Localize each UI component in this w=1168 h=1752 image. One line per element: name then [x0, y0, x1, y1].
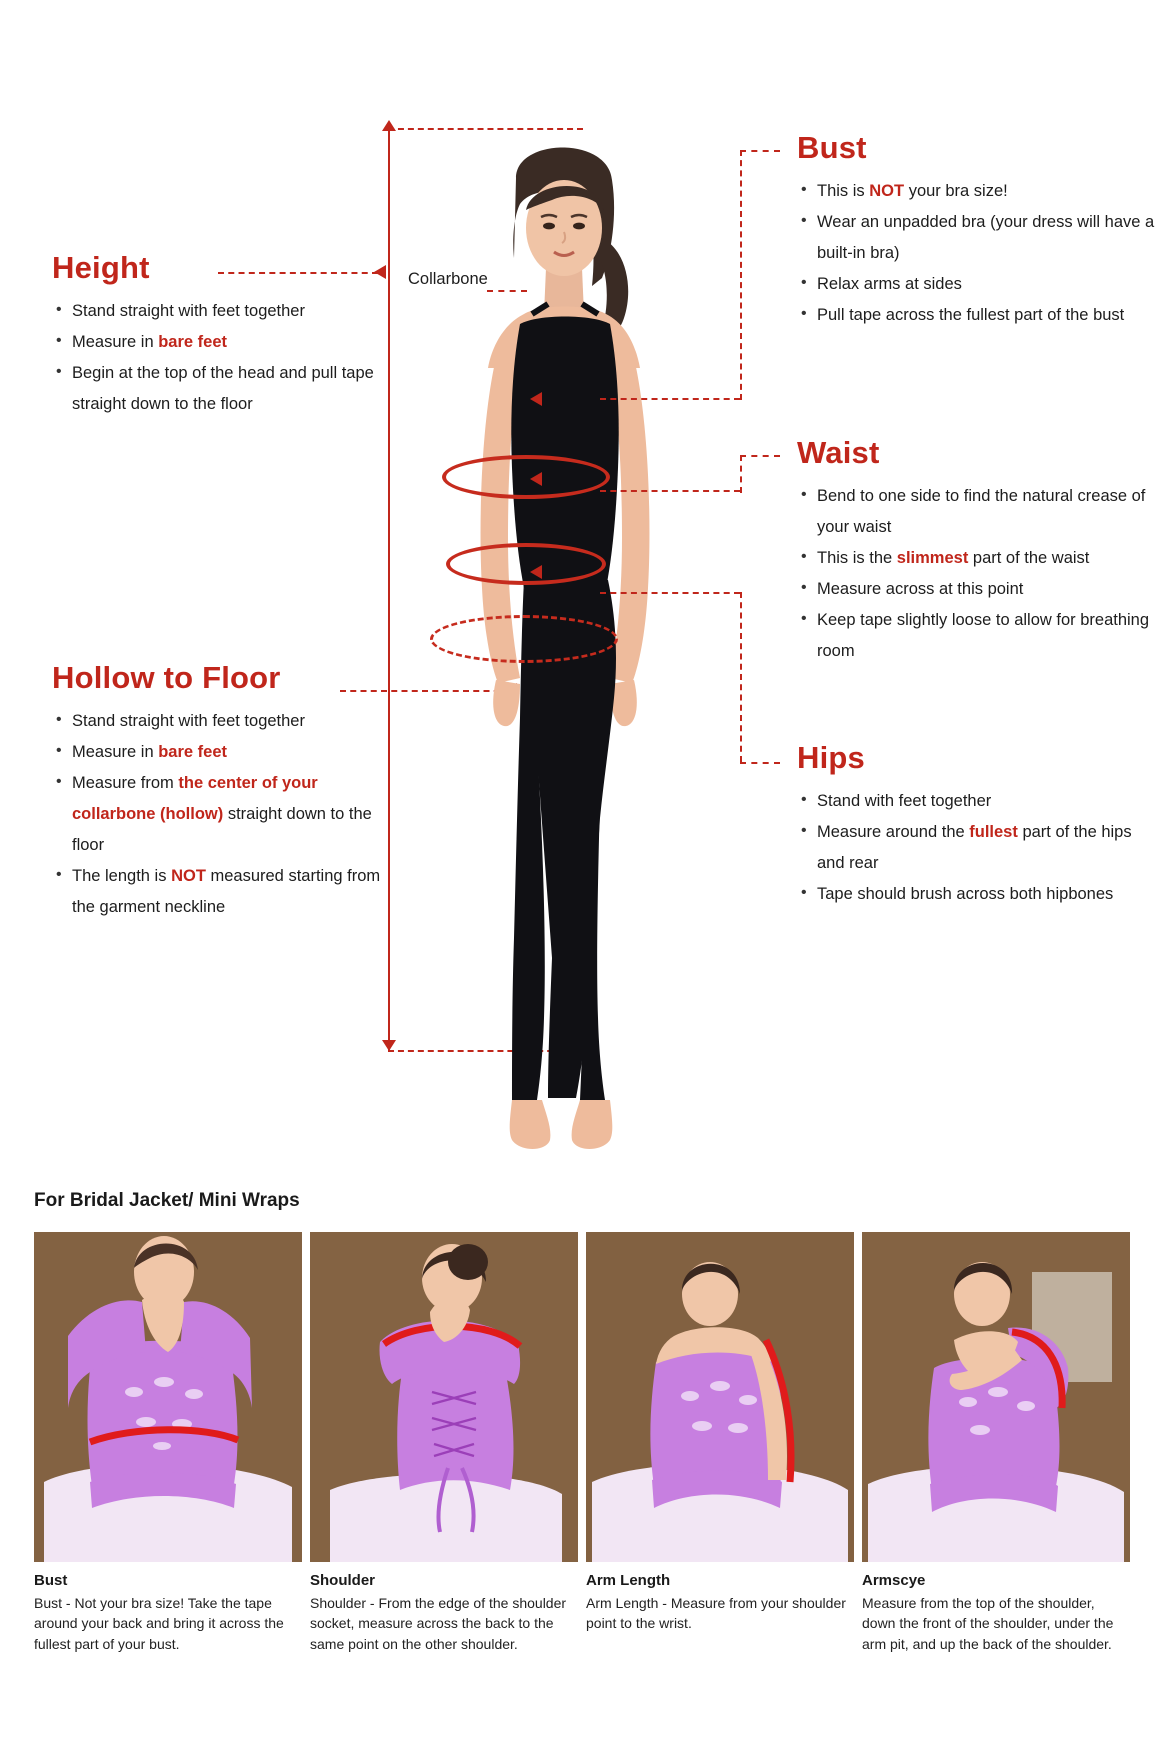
- bust-photo: [34, 1232, 302, 1562]
- bullet-text: This is: [817, 182, 870, 200]
- bridal-card-desc: Arm Length - Measure from your shoulder point to the wrist.: [586, 1595, 846, 1632]
- bullet-item: [797, 879, 1157, 910]
- hips-title-dash: [740, 762, 780, 764]
- bullet-text: your bra size!: [904, 182, 1008, 200]
- bullet-item: [797, 574, 1157, 605]
- section-bust-bullets: [797, 176, 1157, 331]
- bullet-item: [52, 706, 402, 737]
- bullet-text: Bend to one side to find the natural crease of your waist: [817, 487, 1146, 537]
- bullet-text: part of the waist: [968, 549, 1090, 568]
- bust-measure-ellipse: [442, 455, 610, 499]
- waist-measure-ellipse: [446, 543, 606, 585]
- section-height-bullets: [52, 296, 382, 420]
- bridal-card-bust: [34, 1232, 302, 1654]
- section-waist-title: Waist: [797, 435, 880, 470]
- bullet-emphasis: the center of your collarbone (hollow): [72, 774, 318, 824]
- section-hollow-bullets: [52, 706, 402, 923]
- bullet-text: measured starting from the garment neckline: [72, 867, 381, 917]
- bullet-text: Wear an unpadded bra (your dress will have a built-in bra): [817, 213, 1155, 263]
- bullet-emphasis: fullest: [969, 823, 1018, 842]
- bridal-card-armscye: [862, 1232, 1130, 1654]
- bridal-card-shoulder: [310, 1232, 578, 1654]
- bridal-card-arm-length: [586, 1232, 854, 1654]
- bridal-card-title: Arm Length: [586, 1572, 671, 1589]
- bullet-item: [797, 300, 1157, 331]
- bridal-card-title: Bust: [34, 1572, 68, 1589]
- bridal-card-list: [34, 1232, 1134, 1654]
- bust-connector-h: [600, 398, 740, 400]
- bullet-text: straight down to the floor: [72, 805, 372, 855]
- bullet-text: Measure from: [72, 774, 179, 793]
- bridal-card-desc: Shoulder - From the edge of the shoulder socket, measure across the back to the same point on the other shoulder.: [310, 1595, 567, 1652]
- bullet-item: [52, 296, 382, 327]
- section-hollow-to-floor: [52, 660, 402, 923]
- bridal-card-desc: Measure from the top of the shoulder, down the front of the shoulder, under the arm pit, and up the back of the shoulder.: [862, 1595, 1114, 1652]
- bullet-text: Pull tape across the fullest part of the bust: [817, 306, 1125, 325]
- bullet-text: Stand straight with feet together: [72, 712, 305, 730]
- bullet-emphasis: NOT: [171, 867, 206, 886]
- bullet-item: [797, 786, 1157, 817]
- bullet-text: Measure in: [72, 743, 159, 762]
- waist-ellipse-arrow: [530, 472, 542, 486]
- bridal-card-title: Armscye: [862, 1572, 926, 1589]
- bullet-item: [797, 543, 1157, 574]
- bullet-item: [797, 269, 1157, 300]
- bullet-text: Stand straight with feet together: [72, 302, 305, 320]
- bullet-item: [52, 861, 402, 923]
- section-bust: [797, 130, 1157, 331]
- bullet-text: Tape should brush across both hipbones: [817, 885, 1114, 904]
- section-hips-bullets: [797, 786, 1157, 910]
- bullet-item: [797, 605, 1157, 667]
- section-waist-bullets: [797, 481, 1157, 667]
- bullet-item: [52, 327, 382, 358]
- bridal-card-title: Shoulder: [310, 1572, 376, 1589]
- bullet-text: Relax arms at sides: [817, 275, 962, 294]
- section-waist: [797, 435, 1157, 667]
- section-hips: [797, 740, 1157, 910]
- bullet-text: The length is: [72, 867, 172, 886]
- waist-connector-v: [740, 455, 742, 493]
- bullet-text: Measure across at this point: [817, 580, 1024, 599]
- armscye-photo: [862, 1232, 1130, 1562]
- section-height: [52, 250, 382, 420]
- hips-connector-h: [600, 592, 740, 594]
- bullet-emphasis: slimmest: [896, 549, 969, 568]
- bullet-emphasis: bare feet: [158, 743, 227, 762]
- bullet-text: Stand with feet together: [817, 792, 992, 810]
- bridal-section-heading: For Bridal Jacket/ Mini Wraps: [34, 1190, 300, 1211]
- bullet-emphasis: bare feet: [158, 333, 227, 352]
- section-bust-title: Bust: [797, 130, 867, 165]
- waist-connector-h: [600, 490, 740, 492]
- bullet-item: [52, 737, 402, 768]
- hips-connector-v: [740, 592, 742, 762]
- bullet-text: Keep tape slightly loose to allow for breathing room: [817, 611, 1150, 661]
- section-height-title: Height: [52, 250, 150, 285]
- bullet-item: [797, 176, 1157, 207]
- section-hips-title: Hips: [797, 740, 865, 775]
- bullet-text: Measure in: [72, 333, 159, 352]
- arm-length-photo: [586, 1232, 854, 1562]
- bridal-card-desc: Bust - Not your bra size! Take the tape around your back and bring it across the fullest part of your bust.: [34, 1595, 284, 1652]
- bullet-text: Begin at the top of the head and pull tape straight down to the floor: [72, 364, 374, 414]
- bullet-emphasis: NOT: [869, 182, 905, 200]
- bullet-item: [52, 358, 382, 420]
- waist-title-dash: [740, 455, 780, 457]
- bullet-item: [797, 817, 1157, 879]
- bullet-item: [797, 207, 1157, 269]
- collarbone-label: Collarbone: [408, 270, 488, 288]
- bust-title-dash: [740, 150, 780, 152]
- hips-measure-ellipse: [430, 615, 618, 663]
- bullet-text: part of the hips and rear: [817, 823, 1132, 873]
- bust-ellipse-arrow: [530, 392, 542, 406]
- bullet-text: Measure around the: [817, 823, 970, 842]
- shoulder-photo: [310, 1232, 578, 1562]
- hips-ellipse-arrow: [530, 565, 542, 579]
- bullet-item: [52, 768, 402, 861]
- bullet-text: This is the: [817, 549, 897, 568]
- bust-connector-v: [740, 150, 742, 400]
- bullet-item: [797, 481, 1157, 543]
- section-hollow-title: Hollow to Floor: [52, 660, 281, 695]
